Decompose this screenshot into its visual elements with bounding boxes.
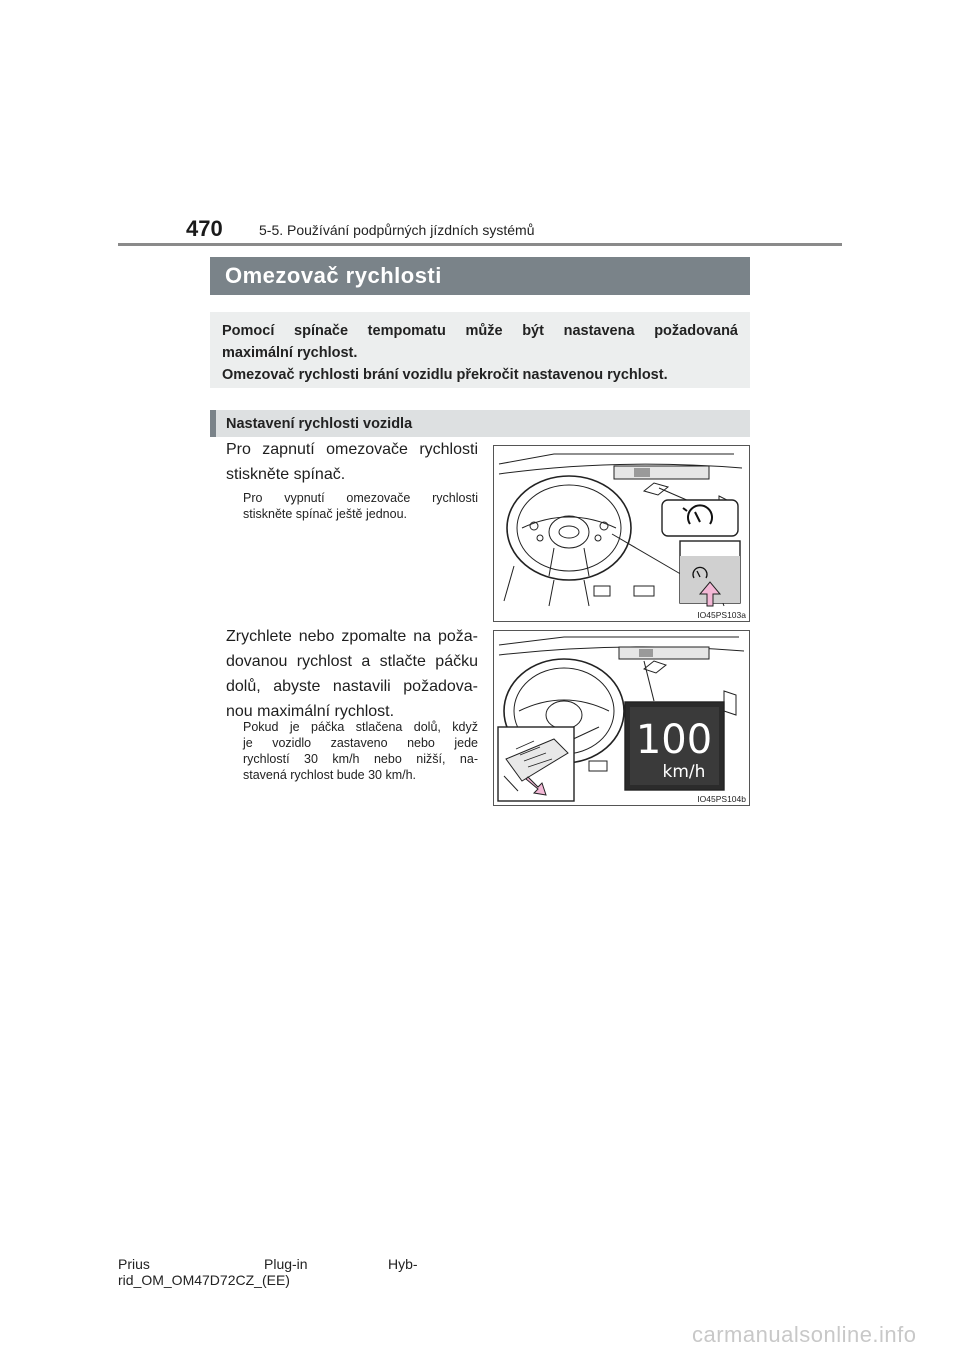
- illustration-set-speed-lever: [493, 630, 750, 806]
- step2-note-line-3: rychlostí 30 km/h nebo nižší, na-: [243, 752, 478, 766]
- footer-model: Prius: [118, 1256, 150, 1272]
- footer-variant: Plug-in: [264, 1256, 308, 1272]
- speed-display-unit: km/h: [662, 762, 706, 782]
- steering-wheel-switch-drawing: [494, 446, 749, 621]
- intro-line-3: Omezovač rychlosti brání vozidlu překročit nastavenou rychlost.: [222, 367, 668, 383]
- step1-instruction: [226, 437, 478, 487]
- watermark: carmanualsonline.info: [692, 1322, 917, 1347]
- step1-line-2: stiskněte spínač.: [226, 466, 346, 483]
- section-header: 5-5. Používání podpůrných jízdních systémů: [259, 222, 535, 238]
- step2-note-line-1: Pokud je páčka stlačena dolů, když: [243, 720, 478, 734]
- illustration-code: IO45PS104b: [697, 794, 746, 804]
- step1-note-line-2: stiskněte spínač ještě jednou.: [243, 507, 407, 521]
- section-title: Omezovač rychlosti: [225, 263, 442, 288]
- subheading-text: Nastavení rychlosti vozidla: [226, 415, 413, 432]
- intro-line-1: Pomocí spínače tempomatu může být nastavena požadovaná: [222, 323, 738, 339]
- step2-note-line-2: je vozidlo zastaveno nebo jede: [243, 736, 478, 750]
- page-number: 470: [186, 216, 223, 241]
- intro-line-2: maximální rychlost.: [222, 345, 358, 361]
- step2-line-4: nou maximální rychlost.: [226, 703, 395, 720]
- subheading-bar: [210, 410, 750, 437]
- step2-instruction: [226, 624, 478, 724]
- step1-line-1: Pro zapnutí omezovače rychlosti: [226, 441, 478, 458]
- header-divider: [118, 243, 842, 246]
- illustration-speed-limiter-switch: [493, 445, 750, 622]
- speed-display-value: 100: [635, 717, 713, 763]
- intro-box: [210, 312, 750, 388]
- step2-note-line-4: stavená rychlost bude 30 km/h.: [243, 768, 417, 782]
- step2-line-1: Zrychlete nebo zpomalte na poža-: [226, 628, 478, 645]
- footer-hyb: Hyb-: [388, 1256, 418, 1272]
- step1-note: [243, 490, 478, 522]
- step1-note-line-1: Pro vypnutí omezovače rychlosti: [243, 491, 478, 505]
- footer-line-2: rid_OM_OM47D72CZ_(EE): [118, 1272, 290, 1288]
- lever-and-display-drawing: [494, 631, 749, 805]
- step2-line-3: dolů, abyste nastavili požadova-: [226, 678, 478, 695]
- illustration-code: IO45PS103a: [697, 610, 746, 620]
- section-title-banner: [210, 257, 750, 295]
- step2-note: [243, 719, 478, 783]
- step2-line-2: dovanou rychlost a stlačte páčku: [226, 653, 478, 670]
